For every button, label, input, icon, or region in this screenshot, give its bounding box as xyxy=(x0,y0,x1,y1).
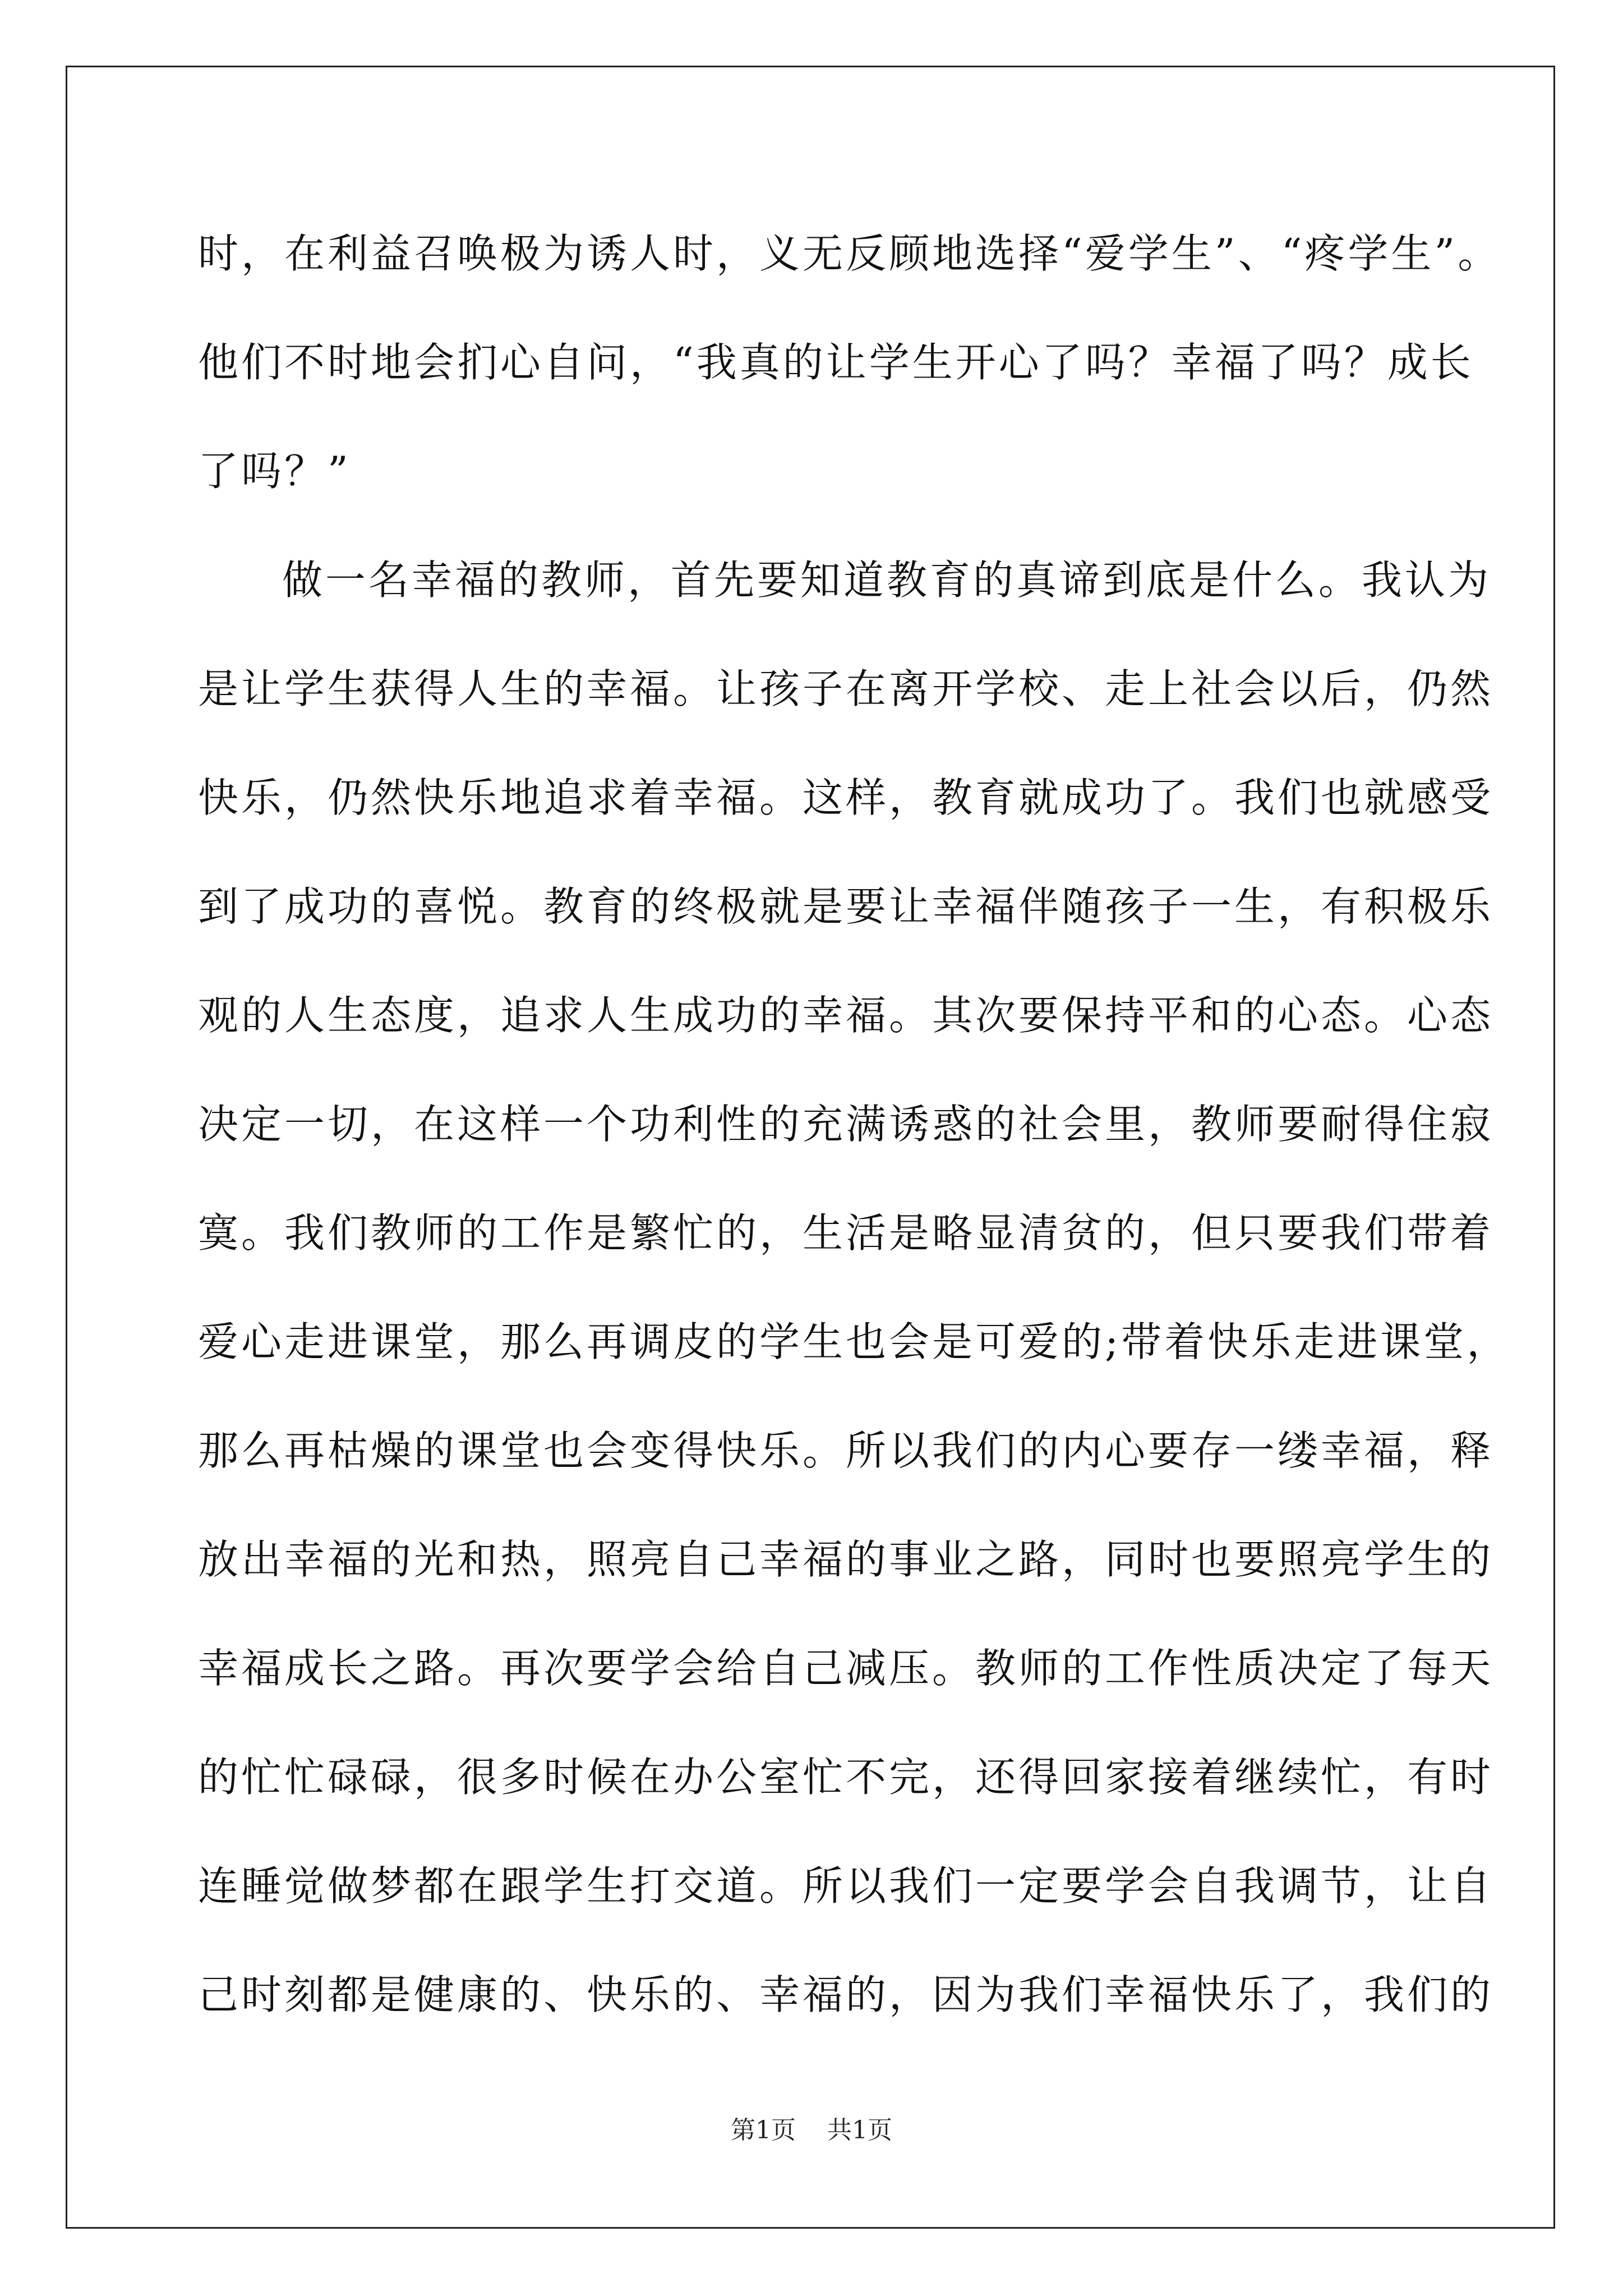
page-footer xyxy=(0,2114,1623,2147)
text-line: 时，在利益召唤极为诱人时，义无反顾地选择“爱学生”、“疼学生”。 xyxy=(198,230,1501,277)
text-line: 的忙忙碌碌，很多时候在办公室忙不完，还得回家接着继续忙，有时 xyxy=(198,1754,1494,1801)
page-total: 共1页 xyxy=(827,2116,892,2145)
text-line: 放出幸福的光和热，照亮自己幸福的事业之路，同时也要照亮学生的 xyxy=(198,1536,1494,1583)
text-line: 到了成功的喜悦。教育的终极就是要让幸福伴随孩子一生，有积极乐 xyxy=(198,883,1494,930)
text-line: 了吗？” xyxy=(198,448,351,495)
text-line: 那么再枯燥的课堂也会变得快乐。所以我们的内心要存一缕幸福，释 xyxy=(198,1427,1494,1474)
text-line: 己时刻都是健康的、快乐的、幸福的，因为我们幸福快乐了，我们的 xyxy=(198,1971,1494,2018)
text-line: 幸福成长之路。再次要学会给自己减压。教师的工作性质决定了每天 xyxy=(198,1645,1494,1692)
text-line: 观的人生态度，追求人生成功的幸福。其次要保持平和的心态。心态 xyxy=(198,992,1494,1039)
text-line: 他们不时地会扪心自问，“我真的让学生开心了吗？幸福了吗？成长 xyxy=(198,339,1474,386)
text-line: 快乐，仍然快乐地追求着幸福。这样，教育就成功了。我们也就感受 xyxy=(198,774,1494,821)
text-line: 决定一切，在这样一个功利性的充满诱惑的社会里，教师要耐得住寂 xyxy=(198,1101,1494,1148)
document-body xyxy=(198,199,1510,2049)
text-line: 寞。我们教师的工作是繁忙的，生活是略显清贫的，但只要我们带着 xyxy=(198,1209,1494,1257)
page-number: 第1页 xyxy=(731,2116,796,2145)
text-line: 是让学生获得人生的幸福。让孩子在离开学校、走上社会以后，仍然 xyxy=(198,665,1494,712)
paragraph-first-line: 做一名幸福的教师，首先要知道教育的真谛到底是什么。我认为 xyxy=(282,556,1492,604)
text-line: 连睡觉做梦都在跟学生打交道。所以我们一定要学会自我调节，让自 xyxy=(198,1862,1494,1910)
text-line: 爱心走进课堂，那么再调皮的学生也会是可爱的;带着快乐走进课堂， xyxy=(198,1318,1510,1365)
